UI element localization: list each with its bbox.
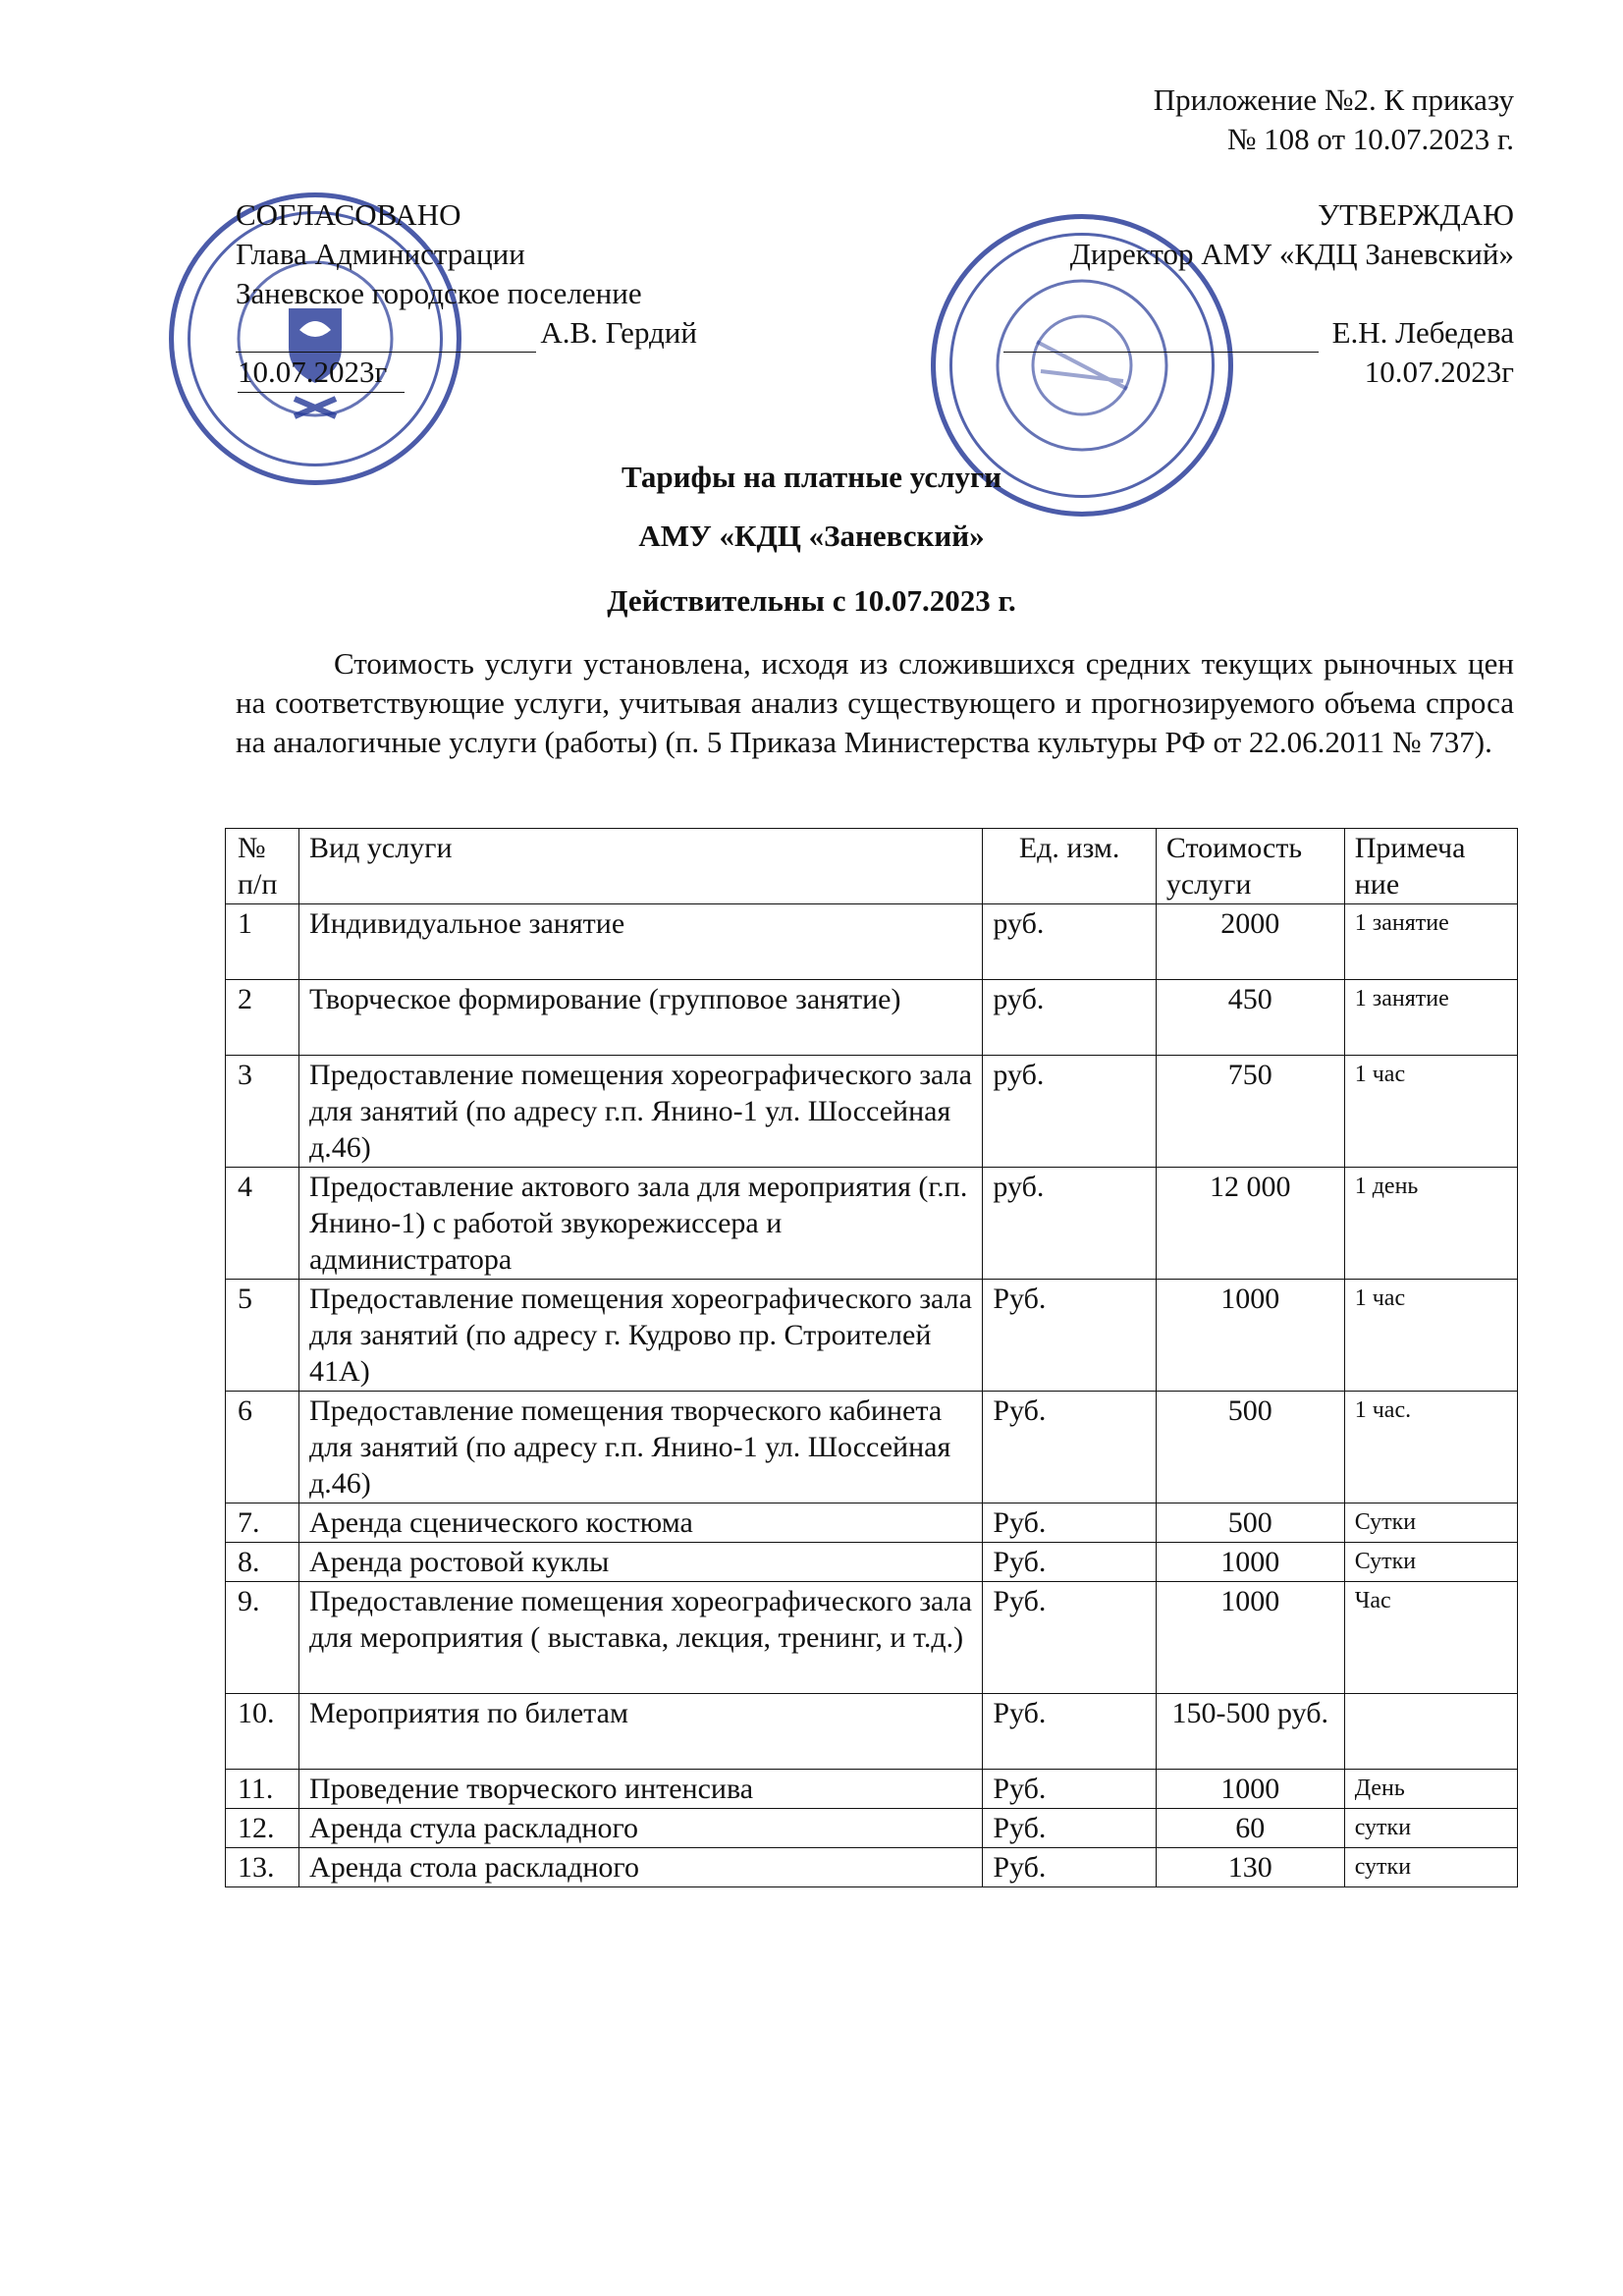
table-row (226, 980, 1518, 1056)
row-num: 3 (226, 1056, 299, 1168)
row-num: 7. (226, 1503, 299, 1543)
row-num: 4 (226, 1168, 299, 1280)
appendix-line-1: Приложение №2. К приказу (1153, 82, 1514, 117)
row-price: 1000 (1156, 1770, 1344, 1809)
approved-signer-name: Е.Н. Лебедева (1331, 315, 1514, 350)
row-price: 60 (1156, 1809, 1344, 1848)
approved-heading: УТВЕРЖДАЮ (1318, 197, 1514, 232)
row-service: Предоставление помещения творческого кабинета для занятий (по адресу г.п. Янино-1 ул. Шоссейная д.46) (299, 1392, 983, 1503)
row-note: 1 час (1344, 1056, 1517, 1168)
row-num: 10. (226, 1694, 299, 1770)
row-num: 11. (226, 1770, 299, 1809)
approved-position-line: Директор АМУ «КДЦ Заневский» (1069, 237, 1514, 271)
agreed-signature-line (236, 322, 536, 353)
row-price: 1000 (1156, 1582, 1344, 1694)
table-body (226, 904, 1518, 1887)
row-service: Предоставление помещения хореографического зала для занятий (по адресу г.п. Янино-1 ул. Шоссейная д.46) (299, 1056, 983, 1168)
agreed-signer-name: А.В. Гердий (540, 315, 697, 350)
agreed-date-row (236, 353, 697, 393)
row-unit: руб. (983, 904, 1156, 980)
agreed-position-line-2: Заневское городское поселение (236, 276, 642, 310)
appendix-reference (1154, 81, 1514, 159)
row-service: Аренда стула раскладного (299, 1809, 983, 1848)
header-num: № п/п (226, 829, 299, 904)
row-price: 1000 (1156, 1280, 1344, 1392)
row-note: Сутки (1344, 1543, 1517, 1582)
row-num: 9. (226, 1582, 299, 1694)
row-unit: Руб. (983, 1503, 1156, 1543)
row-unit: руб. (983, 1056, 1156, 1168)
agreed-position-line-1: Глава Администрации (236, 237, 525, 271)
table-row (226, 1770, 1518, 1809)
row-num: 2 (226, 980, 299, 1056)
table-row (226, 1848, 1518, 1887)
row-note: Час (1344, 1582, 1517, 1694)
row-num: 6 (226, 1392, 299, 1503)
header-unit: Ед. изм. (983, 829, 1156, 904)
row-service: Аренда сценического костюма (299, 1503, 983, 1543)
row-price: 500 (1156, 1503, 1344, 1543)
row-num: 12. (226, 1809, 299, 1848)
row-service: Предоставление помещения хореографического зала для мероприятия ( выставка, лекция, тренинг, и т.д.) (299, 1582, 983, 1694)
row-price: 2000 (1156, 904, 1344, 980)
row-unit: руб. (983, 1168, 1156, 1280)
table-row (226, 1809, 1518, 1848)
agreed-date: 10.07.2023г (238, 353, 405, 393)
tariffs-table (225, 828, 1518, 1887)
row-note (1344, 1694, 1517, 1770)
row-note: сутки (1344, 1848, 1517, 1887)
header-note: Примеча ние (1344, 829, 1517, 904)
table-row (226, 1392, 1518, 1503)
row-note: 1 день (1344, 1168, 1517, 1280)
table-row (226, 1582, 1518, 1694)
row-service: Аренда стола раскладного (299, 1848, 983, 1887)
row-service: Проведение творческого интенсива (299, 1770, 983, 1809)
header-price: Стоимость услуги (1156, 829, 1344, 904)
row-unit: руб. (983, 980, 1156, 1056)
approved-spacer (1003, 274, 1514, 313)
row-unit: Руб. (983, 1392, 1156, 1503)
approval-agreed-block (236, 195, 697, 393)
row-price: 450 (1156, 980, 1344, 1056)
appendix-line-2: № 108 от 10.07.2023 г. (1226, 122, 1514, 156)
approved-signature-line (1003, 322, 1319, 353)
row-service: Мероприятия по билетам (299, 1694, 983, 1770)
row-note: 1 час. (1344, 1392, 1517, 1503)
row-note: День (1344, 1770, 1517, 1809)
document-title: Тарифы на платные услуги (622, 460, 1001, 494)
row-note: 1 занятие (1344, 980, 1517, 1056)
row-unit: Руб. (983, 1280, 1156, 1392)
agreed-signature-row (236, 313, 697, 353)
row-service: Индивидуальное занятие (299, 904, 983, 980)
row-price: 130 (1156, 1848, 1344, 1887)
table-row (226, 1168, 1518, 1280)
row-price: 12 000 (1156, 1168, 1344, 1280)
table-row (226, 1503, 1518, 1543)
table-row (226, 904, 1518, 980)
row-unit: Руб. (983, 1582, 1156, 1694)
row-unit: Руб. (983, 1770, 1156, 1809)
approved-signature-row (1003, 313, 1514, 353)
table-header-row (226, 829, 1518, 904)
row-note: 1 занятие (1344, 904, 1517, 980)
intro-paragraph: Стоимость услуги установлена, исходя из сложившихся средних текущих рыночных цен на соответствующие услуги, учитывая анализ существующего и прогнозируемого объема спроса на аналогичные услуги (работы) (п. 5 Приказа Министерства культуры РФ от 22.06.2011 № 737). (236, 646, 1514, 759)
row-note: 1 час (1344, 1280, 1517, 1392)
row-unit: Руб. (983, 1694, 1156, 1770)
agreed-heading: СОГЛАСОВАНО (236, 197, 461, 232)
row-price: 150-500 руб. (1156, 1694, 1344, 1770)
row-service: Творческое формирование (групповое занятие) (299, 980, 983, 1056)
row-price: 500 (1156, 1392, 1344, 1503)
row-price: 750 (1156, 1056, 1344, 1168)
row-service: Предоставление помещения хореографического зала для занятий (по адресу г. Кудрово пр. Строителей 41А) (299, 1280, 983, 1392)
row-price: 1000 (1156, 1543, 1344, 1582)
table-row (226, 1694, 1518, 1770)
header-service: Вид услуги (299, 829, 983, 904)
row-num: 8. (226, 1543, 299, 1582)
table-row (226, 1280, 1518, 1392)
row-note: Сутки (1344, 1503, 1517, 1543)
row-num: 13. (226, 1848, 299, 1887)
row-num: 1 (226, 904, 299, 980)
row-service: Предоставление актового зала для мероприятия (г.п. Янино-1) с работой звукорежиссера и администратора (299, 1168, 983, 1280)
row-num: 5 (226, 1280, 299, 1392)
row-service: Аренда ростовой куклы (299, 1543, 983, 1582)
table-row (226, 1543, 1518, 1582)
validity-title: Действительны с 10.07.2023 г. (607, 583, 1016, 618)
approval-approved-block (1003, 195, 1514, 392)
row-unit: Руб. (983, 1848, 1156, 1887)
row-note: сутки (1344, 1809, 1517, 1848)
organization-title: АМУ «КДЦ «Заневский» (638, 519, 985, 553)
row-unit: Руб. (983, 1809, 1156, 1848)
row-unit: Руб. (983, 1543, 1156, 1582)
approved-date: 10.07.2023г (1364, 355, 1514, 389)
table-row (226, 1056, 1518, 1168)
